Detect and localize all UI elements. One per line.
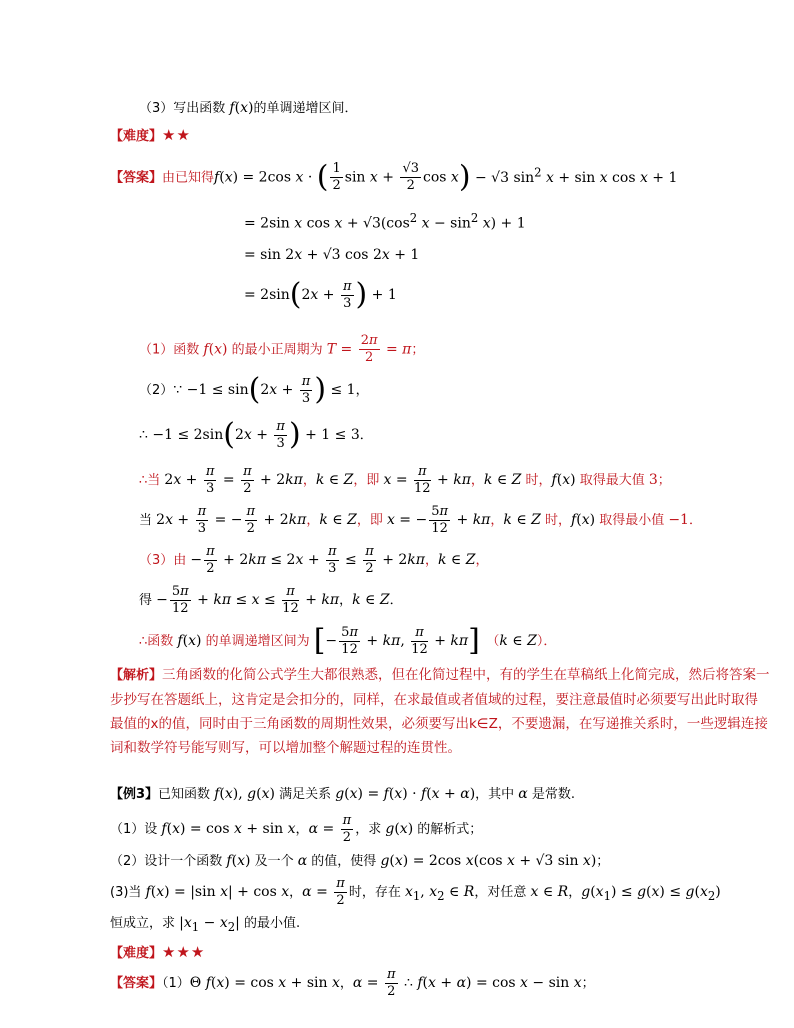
answer-part1: （1）函数 f(x) 的最小正周期为 T = $\frac{2\pi}{2}$ = π； [139, 333, 425, 365]
answer-line-1: 【答案】由已知得f(x) = 2cos x · ( $\frac{1}{2}$ sin x + $\frac{√3}{2}$ cos x) − √3 $\sin^2 x + \sin x$ cos x + 1 [110, 159, 678, 195]
answer-line-3: = sin 2x + √3 cos 2x + 1 [244, 247, 420, 263]
answer-part3-c: ∴函数 f(x) 的单调递增区间为 [− $\frac{5\pi}{12}$ + kπ, $\frac{\pi}{12}$ + kπ] （k ∈ Z）． [139, 623, 557, 658]
analysis-text: 三角函数的化简公式学生大都很熟悉，但在化简过程中，有的学生在草稿纸上化简完成，然后将答案一步抄写在答题纸上，这肯定是会扣分的，同样，在求最值或者值域的过程，要注意最值时必须要写出此时取得最值的x的值，同时由于三角函数的周期性效果，必须要写出k∈Z，不要遗漏，在写递推关系时，一些逻辑连接词和数学符号能写则写，可以增加整个解题过程的连贯性。 [110, 667, 770, 756]
analysis-paragraph: 【解析】三角函数的化简公式学生大都很熟悉，但在化简过程中，有的学生在草稿纸上化简完成，然后将答案一步抄写在答题纸上，这肯定是会扣分的，同样，在求最值或者值域的过程，要注意最值时必须要写出此时取得最值的x的值，同时由于三角函数的周期性效果，必须要写出k∈Z，不要遗漏，在写递推关系时，一些逻辑连接词和数学符号能写则写，可以增加整个解题过程的连贯性。 [110, 667, 770, 756]
answer-line-2: = 2sin x $\cos x + √3(\cos^2$ $x - \sin^2 x) + 1$ [244, 211, 526, 232]
answer-part2-d: 当 2x + $\frac{\pi}{3}$ = − $\frac{\pi}{2}$ + 2kπ，k ∈ Z，即 x = − $\frac{5\pi}{12}$ + kπ，k ∈ Z 时，f(x) 取得最小值 −1． [139, 503, 702, 536]
answer2-line-1: 【答案】（1）Θ f(x) = cos x + sin x，α = $\frac{\pi}{2}$ ∴ f(x + α) = cos x − sin x； [110, 966, 595, 999]
answer-part2-a: （2）∵ −1 ≤ sin(2x + $\frac{\pi}{3}$ ) ≤ 1， [139, 372, 369, 407]
example3-q3-b: 恒成立，求 $|x_1 - x_2|$ 的最小值. [110, 915, 301, 934]
part3-question: （3）写出函数 f(x)的单调递增区间． [139, 100, 358, 116]
difficulty-row: 【难度】★★ [110, 126, 191, 144]
example3-q3-a: (3)当 f(x) = |sin x| + cos x，α = $\frac{\pi}{2}$ 时，存在 $x_1$, $x_2$ ∈ R，对任意 x ∈ R，$g(x_1) \le g(x) \le g(x_2)$ [110, 875, 721, 908]
difficulty-stars-2: ★★★ [162, 943, 206, 961]
example3-q1: （1）设 f(x) = cos x + sin x，α = $\frac{\pi}{2}$ ，求 g(x) 的解析式； [110, 812, 483, 845]
answer-part2-c: ∴当 2x + $\frac{\pi}{3}$ = $\frac{\pi}{2}$ + 2kπ，k ∈ Z，即 x = $\frac{\pi}{12}$ + kπ，k ∈ Z 时，f(x) 取得最大值 3； [139, 463, 671, 496]
example3-q2: （2）设计一个函数 f(x) 及一个 α 的值，使得 g(x) = 2cos x(cos x + √3 sin x)； [110, 853, 610, 869]
example3-stem: 【例3】已知函数 f(x), g(x) 满足关系 g(x) = f(x) · f(x + α)，其中 α 是常数. [110, 786, 576, 802]
difficulty-row-2: 【难度】★★★ [110, 943, 206, 961]
answer-line-4: = 2sin(2x + $\frac{\pi}{3}$ ) + 1 [244, 277, 397, 312]
answer-part3-a: （3）由 − $\frac{\pi}{2}$ + 2kπ ≤ 2x + $\frac{\pi}{3}$ ≤ $\frac{\pi}{2}$ + 2kπ，k ∈ Z， [139, 543, 489, 576]
difficulty-stars: ★★ [162, 126, 191, 144]
answer-part2-b: ∴ −1 ≤ 2sin(2x + $\frac{\pi}{3}$ ) + 1 ≤ 3． [139, 417, 373, 452]
answer-part3-b: 得 − $\frac{5\pi}{12}$ + kπ ≤ x ≤ $\frac{\pi}{12}$ + kπ，k ∈ Z． [139, 583, 403, 616]
